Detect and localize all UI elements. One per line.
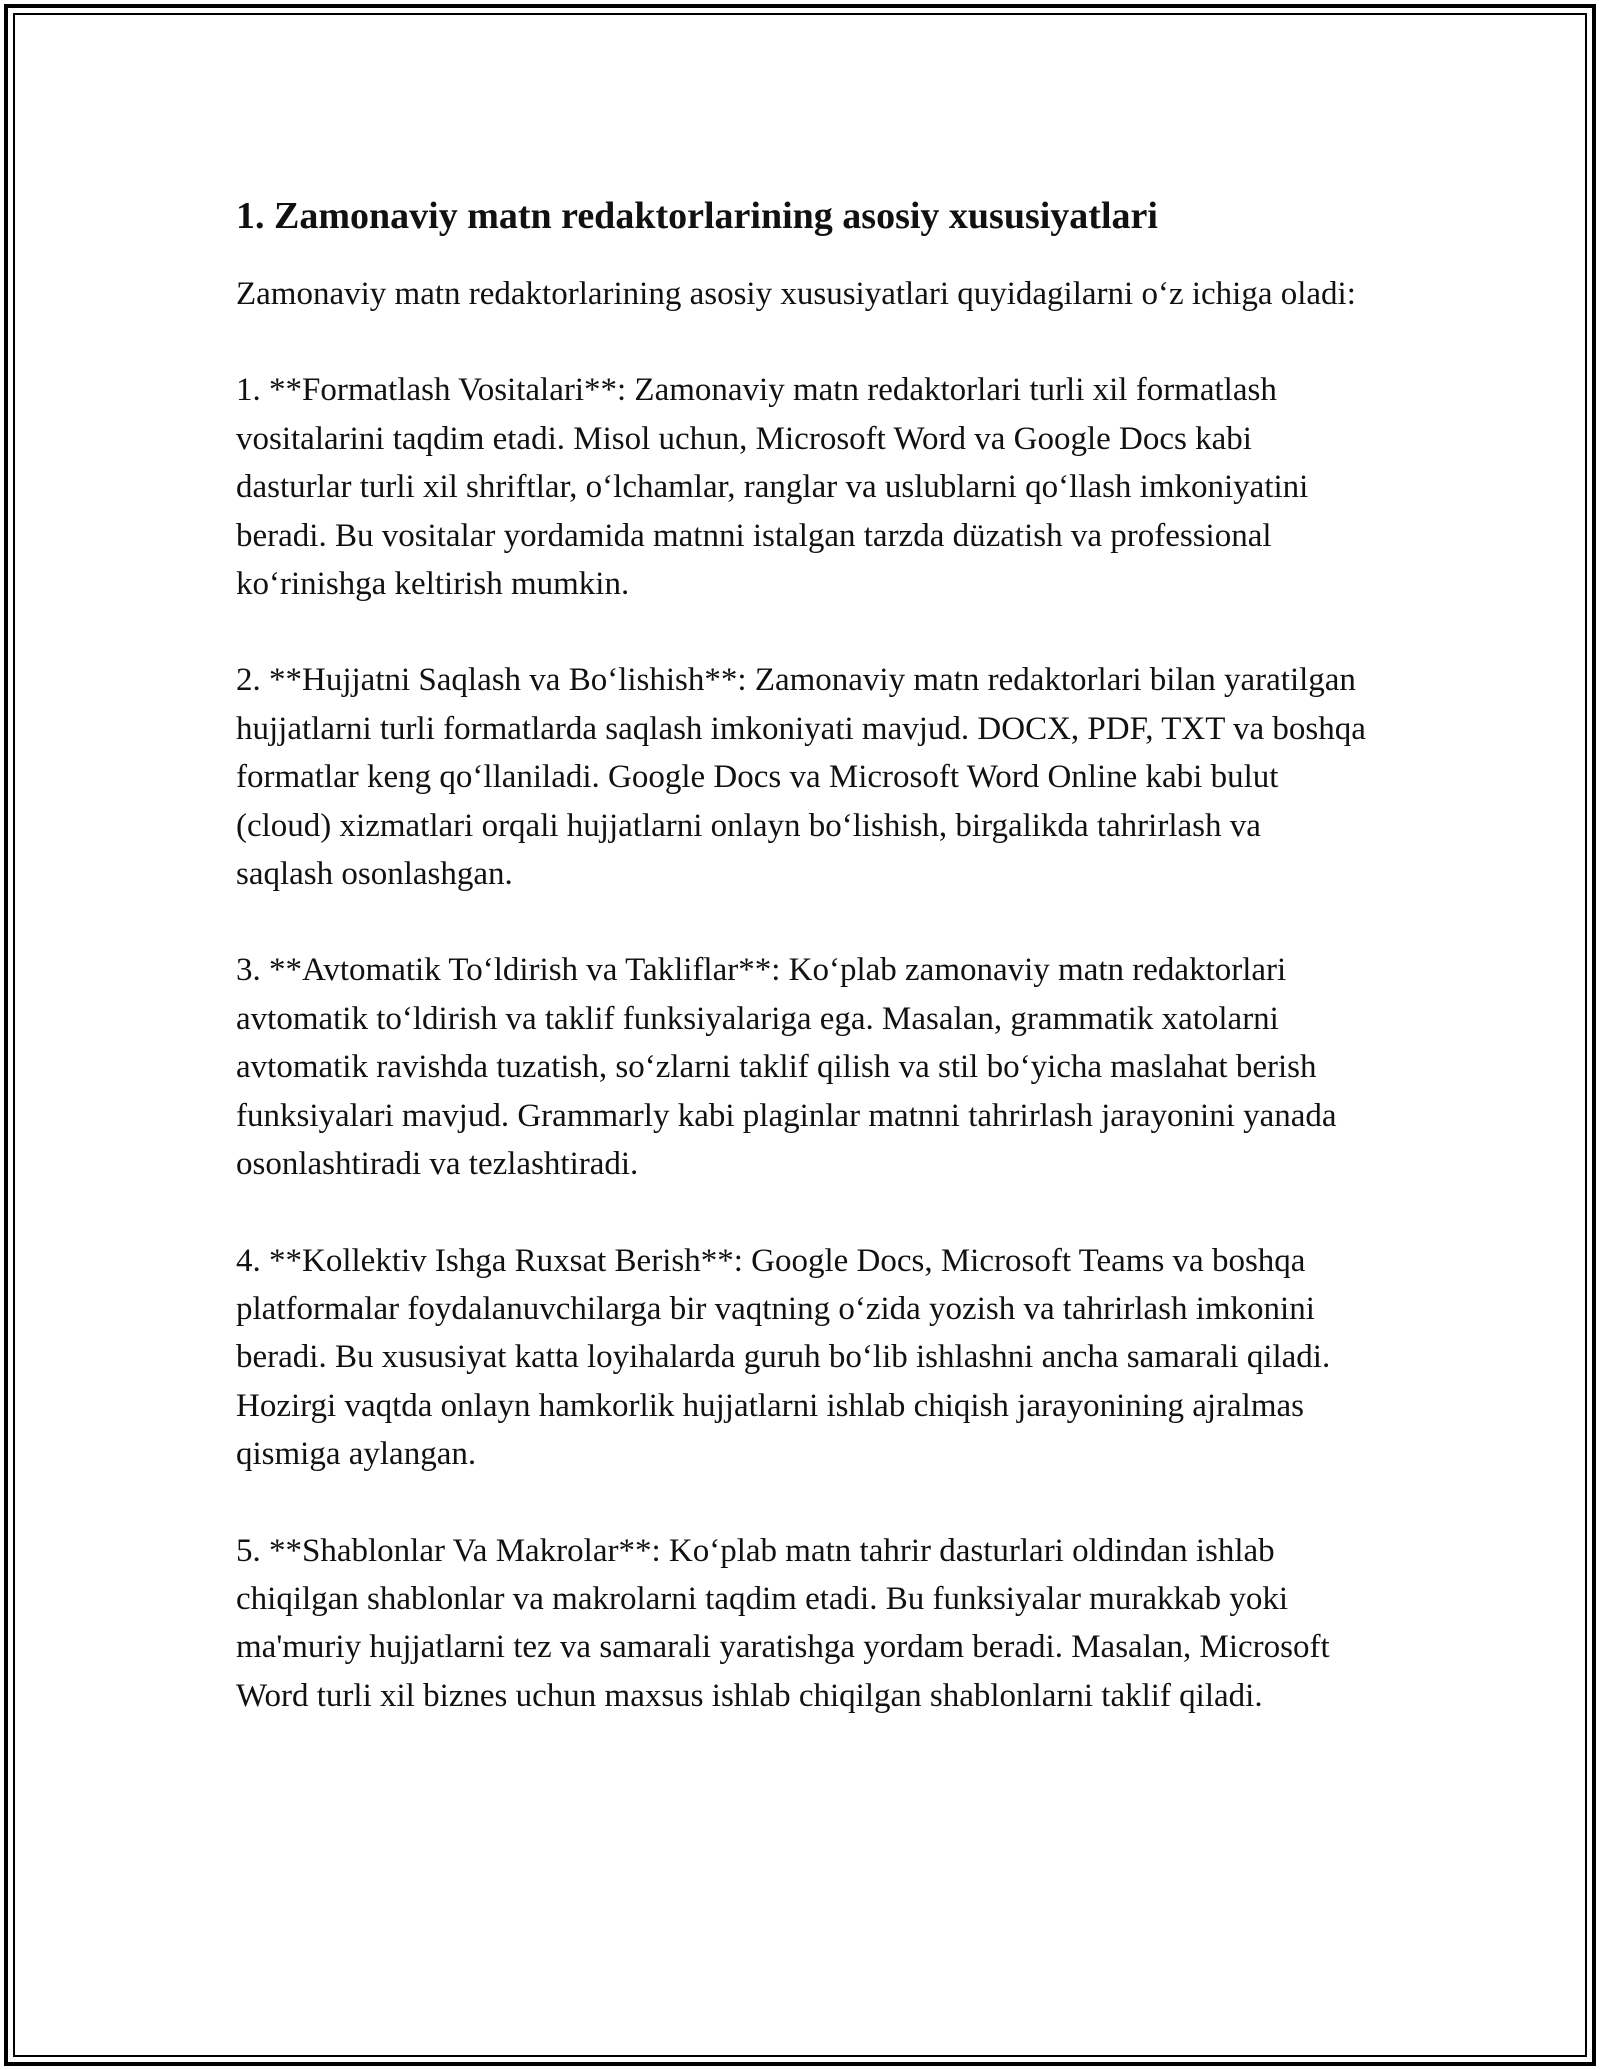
section-heading: 1. Zamonaviy matn redaktorlarining asosiy xususiyatlari <box>236 195 1158 237</box>
document-body <box>236 190 1366 1768</box>
feature-paragraph-autocomplete: 3. **Avtomatik To‘ldirish va Takliflar**: Ko‘plab zamonaviy matn redaktorlari avtomatik to‘ldirish va taklif funksiyalariga ega. Masalan, grammatik xatolarni avtomatik ravishda tuzatish, so‘zlarni taklif qilish va stil bo‘yicha maslahat berish funksiyalari mavjud. Grammarly kabi plaginlar matnni tahrirlash jarayonini yanada osonlashtiradi va tezlashtiradi. <box>236 952 1337 1183</box>
feature-paragraph-collaboration: 4. **Kollektiv Ishga Ruxsat Berish**: Google Docs, Microsoft Teams va boshqa platformalar foydalanuvchilarga bir vaqtning o‘zida yozish va tahrirlash imkonini beradi. Bu xususiyat katta loyihalarda guruh bo‘lib ishlashni ancha samarali qiladi. Hozirgi vaqtda onlayn hamkorlik hujjatlarni ishlab chiqish jarayonining ajralmas qismiga aylangan. <box>236 1242 1331 1473</box>
feature-paragraph-formatting: 1. **Formatlash Vositalari**: Zamonaviy matn redaktorlari turli xil formatlash vositalarini taqdim etadi. Misol uchun, Microsoft Word va Google Docs kabi dasturlar turli xil shriftlar, o‘lchamlar, ranglar va uslublarni qo‘llash imkoniyatini beradi. Bu vositalar yordamida matnni istalgan tarzda düzatish va professional ko‘rinishga keltirish mumkin. <box>236 372 1309 603</box>
intro-paragraph: Zamonaviy matn redaktorlarining asosiy xususiyatlari quyidagilarni o‘z ichiga oladi: <box>236 276 1356 312</box>
feature-paragraph-saving-sharing: 2. **Hujjatni Saqlash va Bo‘lishish**: Zamonaviy matn redaktorlari bilan yaratilgan hujjatlarni turli formatlarda saqlash imkoniyati mavjud. DOCX, PDF, TXT va boshqa formatlar keng qo‘llaniladi. Google Docs va Microsoft Word Online kabi bulut (cloud) xizmatlari orqali hujjatlarni onlayn bo‘lishish, birgalikda tahrirlash va saqlash osonlashgan. <box>236 662 1366 893</box>
feature-paragraph-templates-macros: 5. **Shablonlar Va Makrolar**: Ko‘plab matn tahrir dasturlari oldindan ishlab chiqilgan shablonlar va makrolarni taqdim etadi. Bu funksiyalar murakkab yoki ma'muriy hujjatlarni tez va samarali yaratishga yordam beradi. Masalan, Microsoft Word turli xil biznes uchun maxsus ishlab chiqilgan shablonlarni taklif qiladi. <box>236 1532 1330 1714</box>
